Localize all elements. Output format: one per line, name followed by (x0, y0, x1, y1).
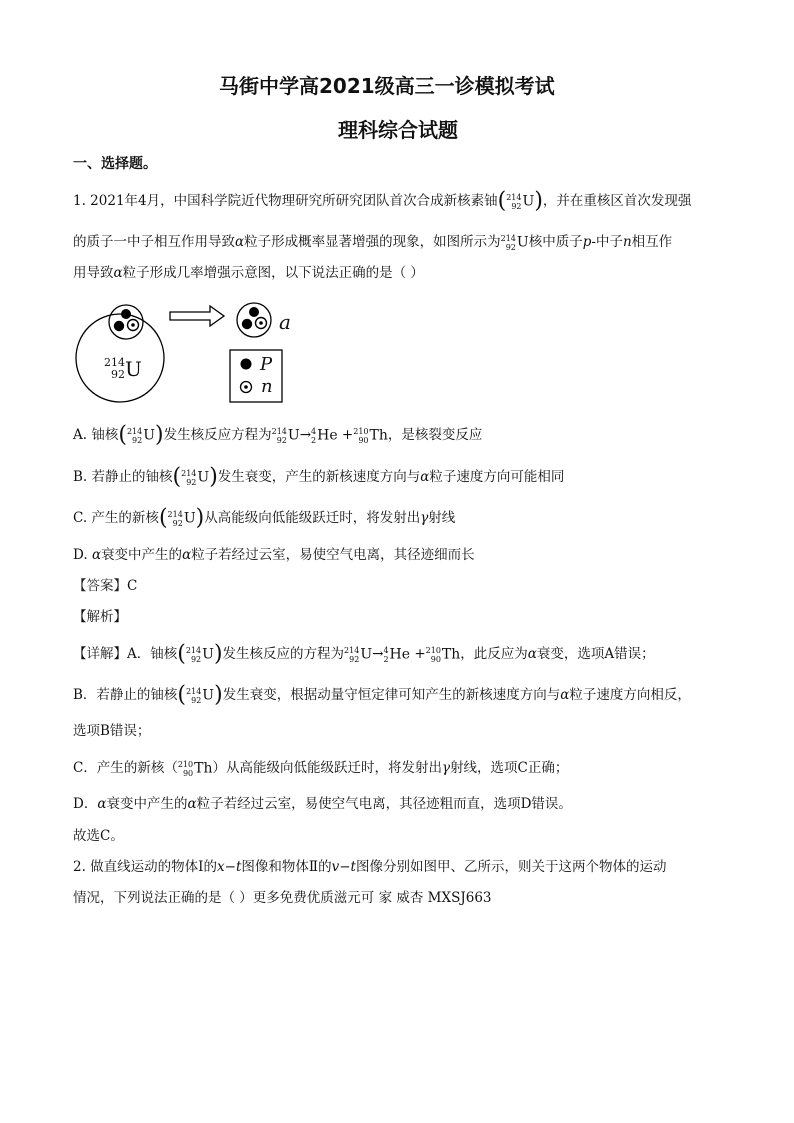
page-title: 马街中学高2021级高三一诊模拟考试 (219, 74, 555, 98)
answer-tag: 【答案】 (73, 578, 127, 594)
answer-value: C (127, 578, 138, 594)
option-c: C. 产生的新核( 214 92 U)从高能级向低能级跃迁时，将发射出γ射线 (73, 505, 456, 531)
proton-legend-icon (241, 359, 252, 370)
alpha-particle (237, 303, 271, 337)
detail-line2: B．若静止的铀核( 214 92 U)发生衰变，根据动量守恒定律可知产生的新核速度方向与α粒子速度方向相反， (73, 682, 691, 708)
detail-line3: C．产生的新核（ 210 90 Th）从高能级向低能级跃迁时，将发射出γ射线，选项C正确； (73, 759, 569, 778)
legend-n-label: n (261, 376, 273, 397)
page-subtitle: 理科综合试题 (338, 118, 458, 142)
detail-line1: 【详解】A．铀核( 214 92 U)发生核反应的方程为 214 92 U→ 4 2 He + 210 90 Th，此反应为α衰变，选项A错误； (73, 641, 655, 667)
q2-line1: 2. 做直线运动的物体Ⅰ的x−t图像和物体Ⅱ的v−t图像分别如图甲、乙所示，则关于这两个物体的运动 (73, 859, 667, 875)
legend-p-label: P (260, 354, 273, 375)
isotope-u214: 214 92 U (500, 233, 529, 252)
detail-line4: D．α衰变中产生的α粒子若经过云室，易使空气电离，其径迹粗而直，选项D错误。 (73, 796, 572, 812)
answer-line (73, 576, 137, 596)
q1-line1: 1. 2021年4月，中国科学院近代物理研究所研究团队首次合成新核素铀( 214 92 U)，并在重核区首次发现强 (73, 188, 692, 214)
detail-line2b: 选项B错误； (73, 723, 151, 739)
legend-box (230, 350, 282, 402)
q1-line3: 用导致α粒子形成几率增强示意图，以下说法正确的是（ ） (73, 265, 424, 281)
option-b: B. 若静止的铀核( 214 92 U)发生衰变，产生的新核速度方向与α粒子速度方向可能相同 (73, 464, 565, 490)
alpha-cluster-in-nucleus (109, 305, 143, 339)
nucleus-symbol: 214 92 U (104, 356, 142, 381)
isotope-u214: 214 92 U (506, 192, 535, 211)
q1-line2: 的质子一中子相互作用导致α粒子形成概率显著增强的现象，如图所示为 214 92 U核中质子p-中子n相互作 (73, 233, 673, 252)
transition-arrow (170, 306, 224, 326)
alpha-label: a (279, 310, 291, 334)
option-d: D. α衰变中产生的α粒子若经过云室，易使空气电离，其径迹细而长 (73, 547, 475, 563)
section-heading: 一、选择题。 (73, 156, 157, 172)
option-a: A. 铀核( 214 92 U)发生核反应方程为 214 92 U→ 4 2 He + 210 90 Th，是核裂变反应 (73, 422, 483, 448)
q2-line2: 情况，下列说法正确的是（ ）更多免费优质滋元可 家 威杏 MXSJ663 (73, 890, 492, 906)
analysis-tag: 【解析】 (73, 609, 127, 625)
conclusion: 故选C。 (73, 828, 124, 844)
